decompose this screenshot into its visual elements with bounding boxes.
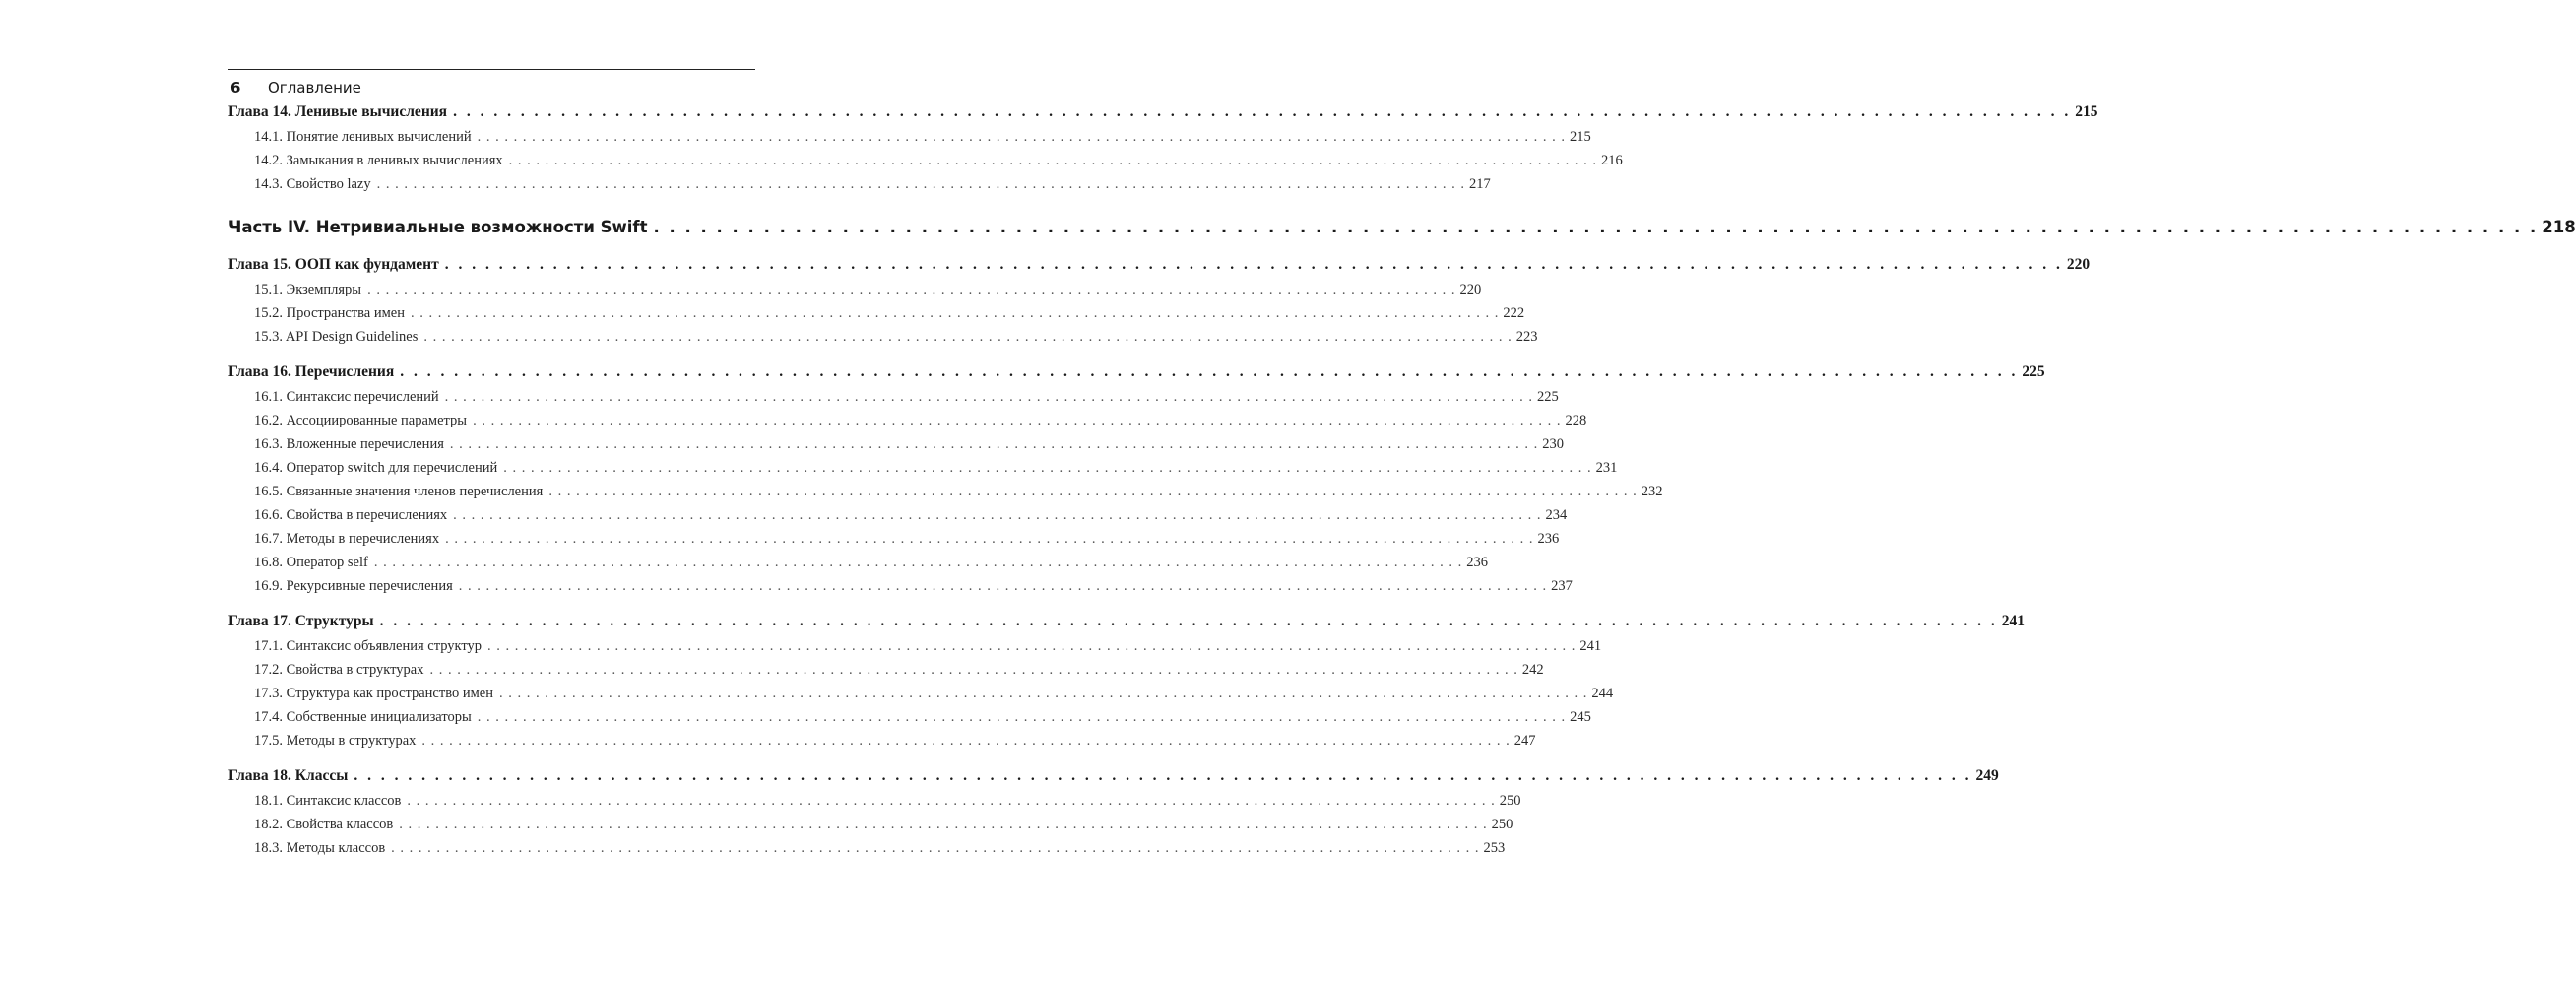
toc-page: 228 (1565, 413, 1587, 428)
toc-page: 250 (1499, 793, 1521, 809)
spacer (228, 353, 755, 363)
toc-page: 225 (2022, 363, 2045, 380)
toc-label: 14.2. Замыкания в ленивых вычислениях (254, 153, 503, 168)
toc-section (228, 305, 1525, 329)
toc-label: 16.3. Вложенные перечисления (254, 436, 444, 452)
leader-dots: . . . . . . . . . . . . . . . . . . . . . . . . . . . . . . . . . . . . . . . . . . . . . . . . . . . . . . . . . . . . . . . . . . . . . . . . . . . . . . . . . . . . . . . . . . . . . . . . . . . . . . . . . . . . . . . . . . . . . . . . (410, 305, 1500, 321)
toc-section (228, 662, 1544, 686)
toc-label: 16.7. Методы в перечислениях (254, 531, 440, 547)
toc-section (228, 531, 1560, 555)
toc-page: 216 (1601, 153, 1623, 168)
toc-page: 232 (1641, 484, 1663, 499)
toc-section (228, 840, 1506, 864)
toc-label: 17.4. Собственные инициализаторы (254, 709, 472, 725)
leader-dots: . . . . . . . . . . . . . . . . . . . . . . . . . . . . . . . . . . . . . . . . . . . . . . . . . . . . . . . . . . . . . . . . . . . . . . . . . . . . . . . . . . . . . . . . . . . . . . . . . . . . . . . . . . . . . . . . . . . . . . . . (653, 218, 2539, 236)
toc-label: 17.3. Структура как пространство имен (254, 686, 493, 701)
toc-label: 18.1. Синтаксис классов (254, 793, 402, 809)
toc-chapter (228, 613, 2025, 638)
toc-page: 245 (1570, 709, 1591, 725)
toc-page: 223 (1515, 329, 1538, 345)
toc-page: 236 (1537, 531, 1560, 547)
toc-label: 16.6. Свойства в перечислениях (254, 507, 448, 523)
leader-dots: . . . . . . . . . . . . . . . . . . . . . . . . . . . . . . . . . . . . . . . . . . . . . . . . . . . . . . . . . . . . . . . . . . . . . . . . . . . . . . . . . . . . . . . . . . . . . . . . . . . . . . . . . . . . . . . . . . . . . . . . (444, 389, 1534, 405)
leader-dots: . . . . . . . . . . . . . . . . . . . . . . . . . . . . . . . . . . . . . . . . . . . . . . . . . . . . . . . . . . . . . . . . . . . . . . . . . . . . . . . . . . . . . . . . . . . . . . . . . . . . . . . . . . . . . . . . . . . . . . . . (376, 176, 1465, 192)
leader-dots: . . . . . . . . . . . . . . . . . . . . . . . . . . . . . . . . . . . . . . . . . . . . . . . . . . . . . . . . . . . . . . . . . . . . . . . . . . . . . . . . . . . . . . . . . . . . . . . . . . . . . . . . . . . . . . . . . . . . . . . . (449, 436, 1539, 452)
spacer (228, 602, 755, 613)
toc-page: 249 (1975, 767, 1999, 784)
toc-label: Часть IV. Нетривиальные возможности Swift (228, 218, 648, 236)
toc-label: 17.2. Свойства в структурах (254, 662, 424, 678)
toc-page: 218 (2542, 218, 2576, 236)
leader-dots: . . . . . . . . . . . . . . . . . . . . . . . . . . . . . . . . . . . . . . . . . . . . . . . . . . . . . . . . . . . . . . . . . . . . . . . . . . . . . . . . . . . . . . . . . . . . . . . . . . . . . . . . . . . . . . . . . . . . . . . . (354, 767, 1972, 784)
toc-chapter (228, 103, 2098, 129)
leader-dots: . . . . . . . . . . . . . . . . . . . . . . . . . . . . . . . . . . . . . . . . . . . . . . . . . . . . . . . . . . . . . . . . . . . . . . . . . . . . . . . . . . . . . . . . . . . . . . . . . . . . . . . . . . . . . . . . . . . . . . . . (453, 507, 1542, 523)
toc-page: 220 (1459, 282, 1482, 297)
leader-dots: . . . . . . . . . . . . . . . . . . . . . . . . . . . . . . . . . . . . . . . . . . . . . . . . . . . . . . . . . . . . . . . . . . . . . . . . . . . . . . . . . . . . . . . . . . . . . . . . . . . . . . . . . . . . . . . . . . . . . . . . (487, 638, 1577, 654)
toc-label: 16.2. Ассоциированные параметры (254, 413, 468, 428)
leader-dots: . . . . . . . . . . . . . . . . . . . . . . . . . . . . . . . . . . . . . . . . . . . . . . . . . . . . . . . . . . . . . . . . . . . . . . . . . . . . . . . . . . . . . . . . . . . . . . . . . . . . . . . . . . . . . . . . . . . . . . . . (453, 103, 2072, 120)
leader-dots: . . . . . . . . . . . . . . . . . . . . . . . . . . . . . . . . . . . . . . . . . . . . . . . . . . . . . . . . . . . . . . . . . . . . . . . . . . . . . . . . . . . . . . . . . . . . . . . . . . . . . . . . . . . . . . . . . . . . . . . . (548, 484, 1638, 499)
toc-label: Глава 18. Классы (228, 767, 349, 784)
toc-page: 222 (1503, 305, 1525, 321)
page-number: 6 (230, 79, 241, 97)
toc-section (228, 413, 1587, 436)
toc-chapter (228, 256, 2091, 282)
toc-page: 217 (1468, 176, 1491, 192)
toc-section (228, 460, 1618, 484)
toc-section (228, 817, 1513, 840)
leader-dots: . . . . . . . . . . . . . . . . . . . . . . . . . . . . . . . . . . . . . . . . . . . . . . . . . . . . . . . . . . . . . . . . . . . . . . . . . . . . . . . . . . . . . . . . . . . . . . . . . . . . . . . . . . . . . . . . . . . . . . . . (379, 613, 1998, 629)
leader-dots: . . . . . . . . . . . . . . . . . . . . . . . . . . . . . . . . . . . . . . . . . . . . . . . . . . . . . . . . . . . . . . . . . . . . . . . . . . . . . . . . . . . . . . . . . . . . . . . . . . . . . . . . . . . . . . . . . . . . . . . . (367, 282, 1456, 297)
toc-section (228, 638, 1602, 662)
toc-part (228, 218, 2576, 245)
toc-section (228, 733, 1536, 756)
leader-dots: . . . . . . . . . . . . . . . . . . . . . . . . . . . . . . . . . . . . . . . . . . . . . . . . . . . . . . . . . . . . . . . . . . . . . . . . . . . . . . . . . . . . . . . . . . . . . . . . . . . . . . . . . . . . . . . . . . . . . . . . (503, 460, 1592, 476)
toc-label: 16.5. Связанные значения членов перечисления (254, 484, 544, 499)
leader-dots: . . . . . . . . . . . . . . . . . . . . . . . . . . . . . . . . . . . . . . . . . . . . . . . . . . . . . . . . . . . . . . . . . . . . . . . . . . . . . . . . . . . . . . . . . . . . . . . . . . . . . . . . . . . . . . . . . . . . . . . . (445, 531, 1534, 547)
toc-label: 18.2. Свойства классов (254, 817, 394, 832)
toc-section (228, 329, 1538, 353)
toc-label: Глава 14. Ленивые вычисления (228, 103, 448, 120)
running-title: Оглавление (268, 79, 361, 97)
leader-dots: . . . . . . . . . . . . . . . . . . . . . . . . . . . . . . . . . . . . . . . . . . . . . . . . . . . . . . . . . . . . . . . . . . . . . . . . . . . . . . . . . . . . . . . . . . . . . . . . . . . . . . . . . . . . . . . . . . . . . . . . (458, 578, 1548, 594)
toc-section (228, 389, 1559, 413)
toc-section (228, 709, 1591, 733)
toc-page: 241 (2001, 613, 2025, 629)
leader-dots: . . . . . . . . . . . . . . . . . . . . . . . . . . . . . . . . . . . . . . . . . . . . . . . . . . . . . . . . . . . . . . . . . . . . . . . . . . . . . . . . . . . . . . . . . . . . . . . . . . . . . . . . . . . . . . . . . . . . . . . . (473, 413, 1562, 428)
leader-dots: . . . . . . . . . . . . . . . . . . . . . . . . . . . . . . . . . . . . . . . . . . . . . . . . . . . . . . . . . . . . . . . . . . . . . . . . . . . . . . . . . . . . . . . . . . . . . . . . . . . . . . . . . . . . . . . . . . . . . . . . (444, 256, 2063, 273)
leader-dots: . . . . . . . . . . . . . . . . . . . . . . . . . . . . . . . . . . . . . . . . . . . . . . . . . . . . . . . . . . . . . . . . . . . . . . . . . . . . . . . . . . . . . . . . . . . . . . . . . . . . . . . . . . . . . . . . . . . . . . . . (400, 363, 2019, 380)
book-page (228, 69, 2576, 864)
toc-label: Глава 17. Структуры (228, 613, 374, 629)
leader-dots: . . . . . . . . . . . . . . . . . . . . . . . . . . . . . . . . . . . . . . . . . . . . . . . . . . . . . . . . . . . . . . . . . . . . . . . . . . . . . . . . . . . . . . . . . . . . . . . . . . . . . . . . . . . . . . . . . . . . . . . . (477, 129, 1566, 145)
table-of-contents (228, 103, 2576, 864)
toc-page: 220 (2066, 256, 2091, 273)
toc-page: 234 (1545, 507, 1568, 523)
toc-page: 250 (1491, 817, 1513, 832)
toc-page: 230 (1542, 436, 1565, 452)
leader-dots: . . . . . . . . . . . . . . . . . . . . . . . . . . . . . . . . . . . . . . . . . . . . . . . . . . . . . . . . . . . . . . . . . . . . . . . . . . . . . . . . . . . . . . . . . . . . . . . . . . . . . . . . . . . . . . . . . . . . . . . . (421, 733, 1511, 749)
toc-label: 17.5. Методы в структурах (254, 733, 417, 749)
toc-label: 16.4. Оператор switch для перечислений (254, 460, 498, 476)
toc-section (228, 686, 1614, 709)
toc-section (228, 436, 1565, 460)
toc-page: 253 (1483, 840, 1506, 856)
leader-dots: . . . . . . . . . . . . . . . . . . . . . . . . . . . . . . . . . . . . . . . . . . . . . . . . . . . . . . . . . . . . . . . . . . . . . . . . . . . . . . . . . . . . . . . . . . . . . . . . . . . . . . . . . . . . . . . . . . . . . . . . (407, 793, 1496, 809)
toc-label: 16.9. Рекурсивные перечисления (254, 578, 453, 594)
spacer (228, 245, 755, 256)
leader-dots: . . . . . . . . . . . . . . . . . . . . . . . . . . . . . . . . . . . . . . . . . . . . . . . . . . . . . . . . . . . . . . . . . . . . . . . . . . . . . . . . . . . . . . . . . . . . . . . . . . . . . . . . . . . . . . . . . . . . . . . . (498, 686, 1588, 701)
toc-section (228, 507, 1568, 531)
toc-page: 215 (2075, 103, 2098, 120)
toc-label: 15.2. Пространства имен (254, 305, 405, 321)
toc-page: 242 (1521, 662, 1544, 678)
leader-dots: . . . . . . . . . . . . . . . . . . . . . . . . . . . . . . . . . . . . . . . . . . . . . . . . . . . . . . . . . . . . . . . . . . . . . . . . . . . . . . . . . . . . . . . . . . . . . . . . . . . . . . . . . . . . . . . . . . . . . . . . (373, 555, 1463, 570)
toc-label: 17.1. Синтаксис объявления структур (254, 638, 483, 654)
toc-label: Глава 16. Перечисления (228, 363, 395, 380)
leader-dots: . . . . . . . . . . . . . . . . . . . . . . . . . . . . . . . . . . . . . . . . . . . . . . . . . . . . . . . . . . . . . . . . . . . . . . . . . . . . . . . . . . . . . . . . . . . . . . . . . . . . . . . . . . . . . . . . . . . . . . . . (399, 817, 1488, 832)
spacer (228, 200, 755, 218)
toc-label: 18.3. Методы классов (254, 840, 386, 856)
toc-page: 247 (1513, 733, 1536, 749)
toc-section (228, 153, 1623, 176)
leader-dots: . . . . . . . . . . . . . . . . . . . . . . . . . . . . . . . . . . . . . . . . . . . . . . . . . . . . . . . . . . . . . . . . . . . . . . . . . . . . . . . . . . . . . . . . . . . . . . . . . . . . . . . . . . . . . . . . . . . . . . . . (508, 153, 1598, 168)
toc-page: 225 (1537, 389, 1559, 405)
toc-chapter (228, 767, 1999, 793)
toc-section (228, 282, 1482, 305)
toc-page: 237 (1551, 578, 1573, 594)
spacer (228, 756, 755, 767)
toc-section (228, 129, 1591, 153)
toc-label: 15.1. Экземпляры (254, 282, 362, 297)
toc-label: 14.3. Свойство lazy (254, 176, 371, 192)
toc-page: 215 (1570, 129, 1591, 145)
toc-page: 244 (1591, 686, 1614, 701)
leader-dots: . . . . . . . . . . . . . . . . . . . . . . . . . . . . . . . . . . . . . . . . . . . . . . . . . . . . . . . . . . . . . . . . . . . . . . . . . . . . . . . . . . . . . . . . . . . . . . . . . . . . . . . . . . . . . . . . . . . . . . . . (429, 662, 1518, 678)
toc-section (228, 484, 1663, 507)
toc-label: 14.1. Понятие ленивых вычислений (254, 129, 472, 145)
leader-dots: . . . . . . . . . . . . . . . . . . . . . . . . . . . . . . . . . . . . . . . . . . . . . . . . . . . . . . . . . . . . . . . . . . . . . . . . . . . . . . . . . . . . . . . . . . . . . . . . . . . . . . . . . . . . . . . . . . . . . . . . (391, 840, 1480, 856)
toc-section (228, 555, 1488, 578)
toc-section (228, 578, 1573, 602)
toc-label: 15.3. API Design Guidelines (254, 329, 419, 345)
toc-label: 16.8. Оператор self (254, 555, 368, 570)
toc-chapter (228, 363, 2045, 389)
toc-page: 236 (1466, 555, 1488, 570)
toc-label: 16.1. Синтаксис перечислений (254, 389, 439, 405)
toc-page: 231 (1595, 460, 1618, 476)
toc-page: 241 (1579, 638, 1602, 654)
leader-dots: . . . . . . . . . . . . . . . . . . . . . . . . . . . . . . . . . . . . . . . . . . . . . . . . . . . . . . . . . . . . . . . . . . . . . . . . . . . . . . . . . . . . . . . . . . . . . . . . . . . . . . . . . . . . . . . . . . . . . . . . (477, 709, 1567, 725)
page-header (228, 69, 755, 103)
toc-section (228, 176, 1491, 200)
toc-label: Глава 15. ООП как фундамент (228, 256, 439, 273)
leader-dots: . . . . . . . . . . . . . . . . . . . . . . . . . . . . . . . . . . . . . . . . . . . . . . . . . . . . . . . . . . . . . . . . . . . . . . . . . . . . . . . . . . . . . . . . . . . . . . . . . . . . . . . . . . . . . . . . . . . . . . . . (423, 329, 1513, 345)
toc-section (228, 793, 1521, 817)
